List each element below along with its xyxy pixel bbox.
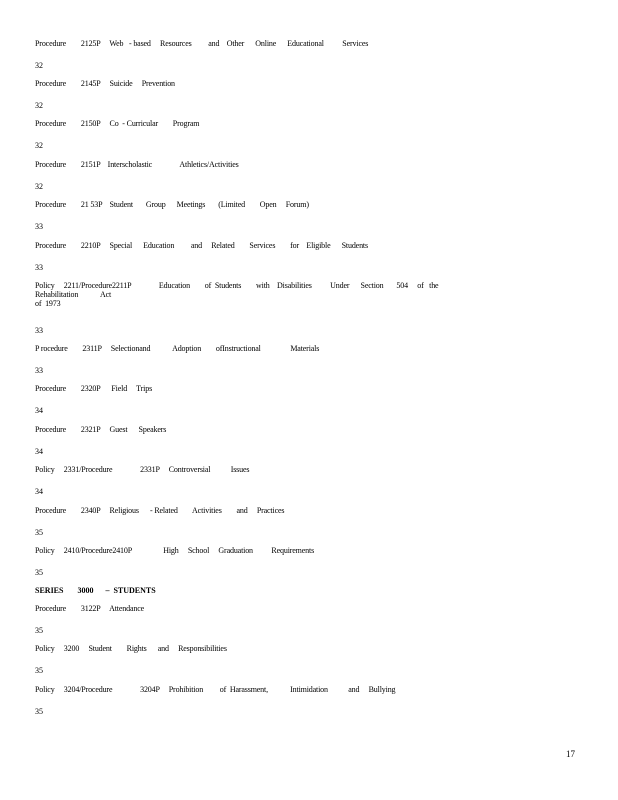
toc-entry-text: Policy 2211/Procedure2211P Education of Students with Disabilities Under Section 504 of the Rehabilitation Act of 1973 [35,281,439,308]
toc-entry-text: Policy 2331/Procedure 2331P Controversial Issues [35,465,250,474]
toc-entry-page: 33 [35,326,43,335]
toc-entry-text: P rocedure 2311P Selectionand Adoption ofInstructional Materials [35,344,320,353]
toc-entry-page: 35 [35,707,43,716]
toc-entry-text: Procedure 2151P Interscholastic Athletics/Activities [35,160,239,169]
toc-entry-text: Procedure 2150P Co - Curricular Program [35,119,200,128]
toc-entry-text: Policy 3200 Student Rights and Responsibilities [35,644,227,653]
toc-entry-page: 32 [35,61,43,70]
toc-entry-text: Procedure 2145P Suicide Prevention [35,79,175,88]
toc-entry-page: 33 [35,222,43,231]
toc-entry-text: Procedure 2210P Special Education and Related Services for Eligible Students [35,241,368,250]
toc-entry-page: 35 [35,528,43,537]
toc-entry-page: 32 [35,141,43,150]
toc-entry-text: Policy 3204/Procedure 3204P Prohibition of Harassment, Intimidation and Bullying [35,685,396,694]
toc-entry-text: Procedure 21 53P Student Group Meetings (Limited Open Forum) [35,200,309,209]
toc-entry-text: Procedure 2321P Guest Speakers [35,425,167,434]
toc-entry-text: Procedure 3122P Attendance [35,604,145,613]
series-heading: SERIES 3000 – STUDENTS [35,586,156,595]
toc-entry-text: Procedure 2320P Field Trips [35,384,153,393]
toc-entry-page: 34 [35,406,43,415]
page-number: 17 [566,749,575,759]
toc-entry-page: 33 [35,263,43,272]
toc-entry-text: Procedure 2125P Web - based Resources and Other Online Educational Services [35,39,369,48]
toc-entry-page: 35 [35,626,43,635]
toc-entry-text: Policy 2410/Procedure2410P High School Graduation Requirements [35,546,315,555]
toc-entry-page: 32 [35,101,43,110]
toc-entry-page: 33 [35,366,43,375]
toc-entry-page: 34 [35,447,43,456]
toc-entry-text: Procedure 2340P Religious - Related Activities and Practices [35,506,285,515]
toc-entry-page: 32 [35,182,43,191]
toc-entry-page: 35 [35,666,43,675]
toc-entry-page: 35 [35,568,43,577]
toc-entry-page: 34 [35,487,43,496]
